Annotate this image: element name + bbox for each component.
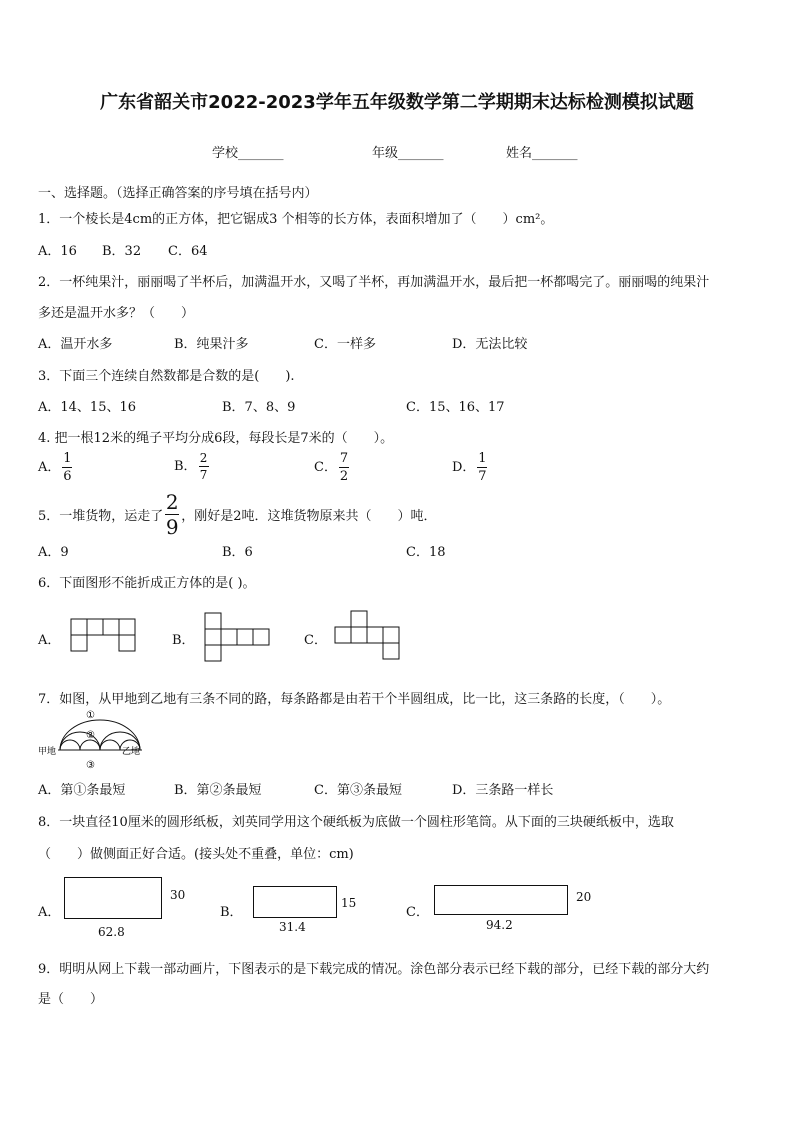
q6-option-a: A． <box>38 633 61 648</box>
denominator: 2 <box>339 469 349 484</box>
q7-option-d: D．三条路一样长 <box>452 783 554 798</box>
q7-option-c: C．第③条最短 <box>314 783 402 798</box>
question-8-stem: 8．一块直径10厘米的圆形纸板，刘英同学用这个硬纸板为底做一个圆柱形笔筒。从下面的三块硬纸板中，选取 <box>38 815 674 830</box>
q2-option-c: C．一样多 <box>314 337 376 352</box>
q5-option-a: A．9 <box>38 545 69 560</box>
q4-c-label: C． <box>314 460 337 475</box>
q7-route-diagram <box>38 708 148 770</box>
numerator: 2 <box>199 451 208 465</box>
q7-option-a: A．第①条最短 <box>38 783 126 798</box>
q4-b-fraction <box>199 452 209 481</box>
grade-field: 年级_______ <box>372 146 444 161</box>
q8-board-c <box>434 885 568 915</box>
name-field: 姓名_______ <box>506 146 578 161</box>
q8-c-height: 20 <box>576 890 592 904</box>
q4-option-a <box>38 452 74 483</box>
q3-option-c: C．15、16、17 <box>406 400 505 415</box>
q4-option-b <box>174 452 211 481</box>
q5-option-b: B．6 <box>222 545 253 560</box>
question-6-stem: 6．下面图形不能折成正方体的是( )。 <box>38 576 256 591</box>
q2-option-a: A．温开水多 <box>38 337 113 352</box>
school-field: 学校_______ <box>212 146 284 161</box>
q8-option-b: B． <box>220 905 243 920</box>
q1-option-a: A．16 <box>38 244 77 259</box>
q5-fraction <box>165 492 179 537</box>
q3-option-a: A．14、15、16 <box>38 400 137 415</box>
q8-a-height: 30 <box>170 888 186 902</box>
question-8-stem-line2: （ ）做侧面正好合适。(接头处不重叠，单位：cm) <box>38 847 354 862</box>
q8-c-width: 94.2 <box>486 918 513 932</box>
q8-option-c: C． <box>406 905 429 920</box>
q1-option-c: C．64 <box>168 244 208 259</box>
q8-board-a <box>64 877 162 919</box>
q4-c-fraction <box>339 452 349 483</box>
q5-stem-post: ，刚好是2吨．这堆货物原来共（ ）吨． <box>181 509 437 524</box>
denominator: 9 <box>165 515 179 539</box>
question-9-stem: 9．明明从网上下载一部动画片，下图表示的是下载完成的情况。涂色部分表示已经下载的部分，已经下载的部分大约 <box>38 962 710 977</box>
q3-option-b: B．7、8、9 <box>222 400 296 415</box>
q4-option-d <box>452 452 489 483</box>
question-1-stem: 1．一个棱长是4cm的正方体，把它锯成3 个相等的长方体，表面积增加了（ ）cm²。 <box>38 212 554 227</box>
question-2-stem-line2: 多还是温开水多？（ ） <box>38 306 195 321</box>
q2-option-d: D．无法比较 <box>452 337 528 352</box>
q6-net-c <box>334 610 406 664</box>
q4-d-fraction <box>477 452 487 483</box>
q4-a-label: A． <box>38 460 61 475</box>
q7-option-b: B．第②条最短 <box>174 783 262 798</box>
q7-marker-1: ① <box>86 710 95 721</box>
q7-marker-3: ③ <box>86 760 95 770</box>
question-3-stem: 3．下面三个连续自然数都是合数的是( ). <box>38 369 295 384</box>
q4-d-label: D． <box>452 460 476 475</box>
q6-option-c: C． <box>304 633 327 648</box>
q7-marker-2: ② <box>86 730 95 741</box>
q6-net-b <box>204 612 274 664</box>
question-7-stem: 7．如图，从甲地到乙地有三条不同的路，每条路都是由若干个半圆组成，比一比，这三条路的长度，（ ）。 <box>38 692 671 707</box>
question-2-stem: 2．一杯纯果汁，丽丽喝了半杯后，加满温开水，又喝了半杯，再加满温开水，最后把一杯都喝完了。丽丽喝的纯果汁 <box>38 275 710 290</box>
question-5-stem <box>38 492 437 537</box>
q6-net-a <box>70 618 140 654</box>
numerator: 1 <box>63 451 72 466</box>
numerator: 7 <box>339 451 349 466</box>
q2-option-b: B．纯果汁多 <box>174 337 249 352</box>
numerator: 2 <box>165 490 179 514</box>
numerator: 1 <box>478 451 487 466</box>
q8-b-width: 31.4 <box>279 920 306 934</box>
q4-b-label: B． <box>174 459 197 474</box>
q6-option-b: B． <box>172 633 195 648</box>
q5-stem-pre: 5．一堆货物，运走了 <box>38 509 164 524</box>
denominator: 7 <box>199 468 208 482</box>
denominator: 7 <box>478 469 487 484</box>
q8-board-b <box>253 886 337 918</box>
q8-b-height: 15 <box>341 896 357 910</box>
question-4-stem: 4. 把一根12米的绳子平均分成6段，每段长是7米的（ ）。 <box>38 431 394 446</box>
q8-a-width: 62.8 <box>98 925 125 939</box>
section-heading: 一、选择题。（选择正确答案的序号填在括号内） <box>38 186 318 201</box>
q8-option-a: A． <box>38 905 61 920</box>
q4-option-c <box>314 452 351 483</box>
q4-a-fraction <box>62 452 72 483</box>
q5-option-c: C．18 <box>406 545 446 560</box>
q1-option-b: B．32 <box>102 244 142 259</box>
denominator: 6 <box>63 469 72 484</box>
q7-from-label: 甲地 <box>38 747 57 757</box>
q7-to-label: 乙地 <box>122 747 141 757</box>
page-title: 广东省韶关市2022-2023学年五年级数学第二学期期末达标检测模拟试题 <box>100 92 694 113</box>
question-9-stem-line2: 是（ ） <box>38 992 104 1007</box>
